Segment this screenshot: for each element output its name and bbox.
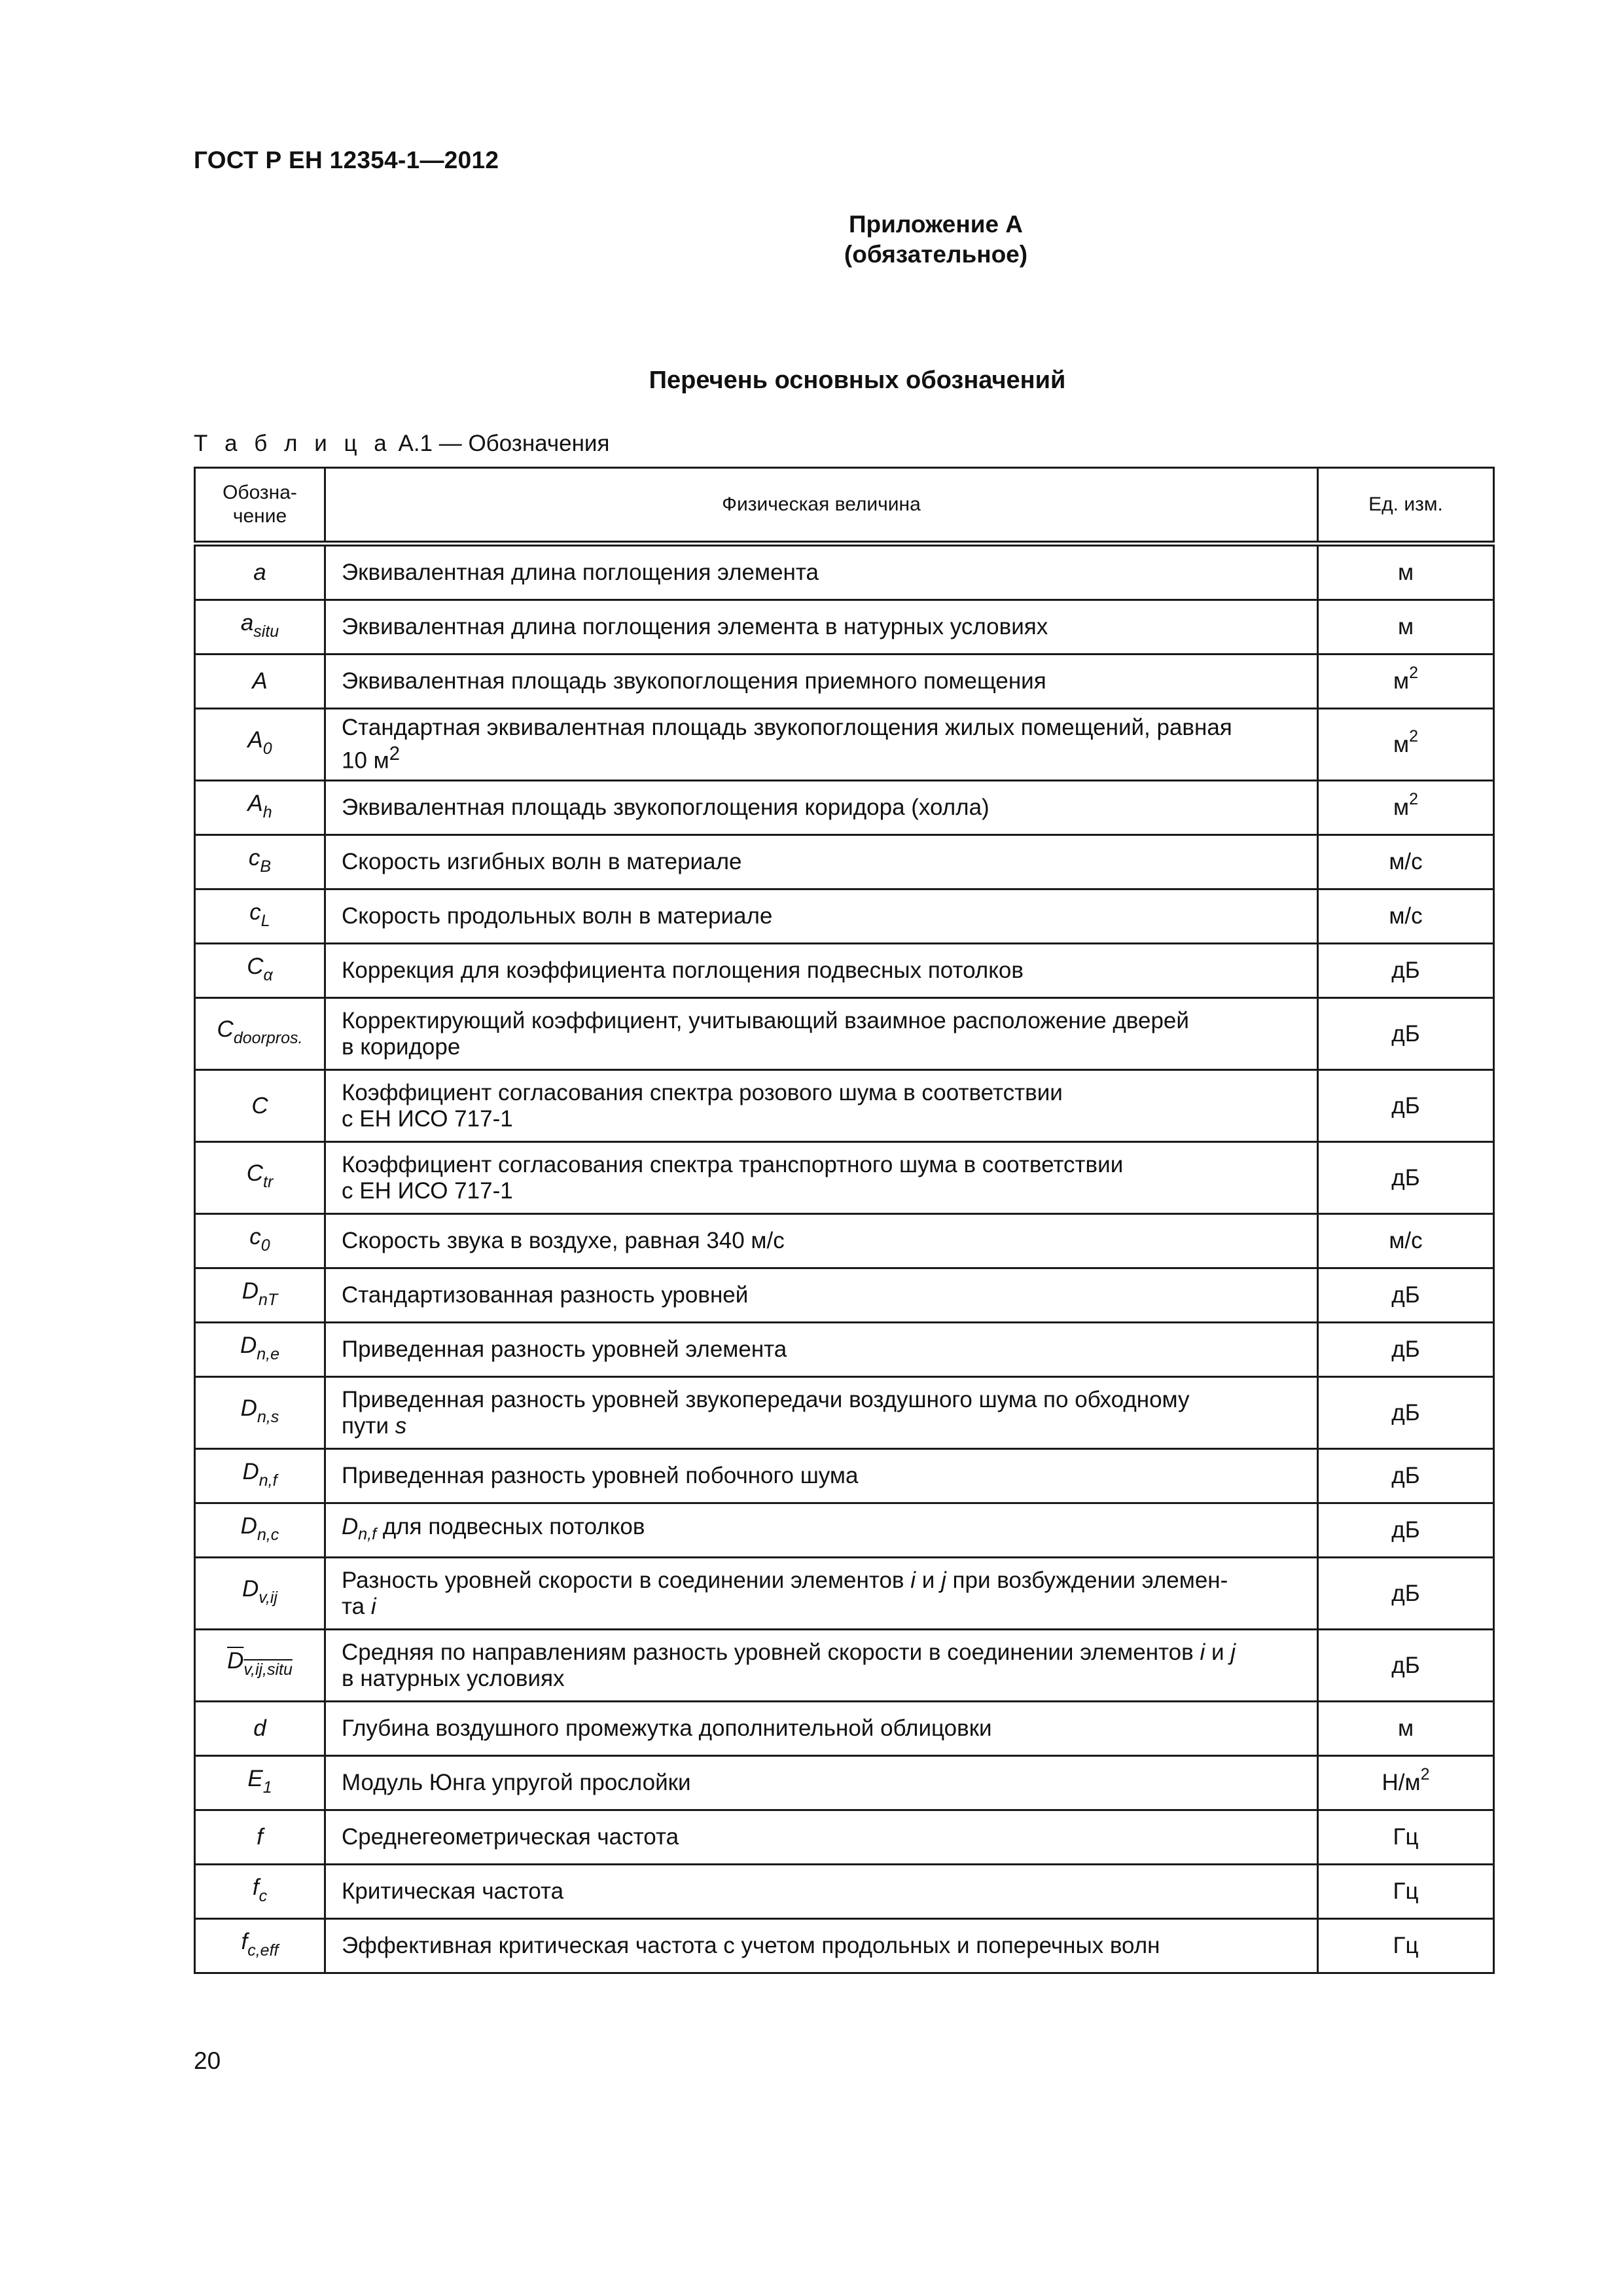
symbol-cell [195,544,325,600]
quantity-cell [325,544,1318,600]
unit-text: дБ [1391,1399,1420,1426]
desc-text: для подвесных потолков [382,1513,645,1539]
symbol-cell [195,1865,325,1919]
overline-mark [227,1648,293,1679]
quantity-cell [325,781,1318,835]
desc-line2: та [342,1593,365,1619]
unit-cell [1318,1919,1494,1973]
table-header-row [195,468,1494,544]
unit-text: м/с [1389,849,1423,874]
quantity-cell [325,1503,1318,1558]
unit-text: м [1393,795,1410,820]
section-title: Перечень основных обозначений [649,367,1066,394]
table-row [195,1558,1494,1630]
symbol-cell [195,835,325,889]
unit-text: дБ [1391,958,1420,983]
desc-text: Скорость изгибных волн в материале [342,849,742,874]
table-row [195,544,1494,600]
desc-text: Эквивалентная площадь звукопоглощения коридора (холла) [342,795,990,820]
table-row [195,1377,1494,1449]
desc-symbol: D [342,1513,359,1539]
desc-text: Эквивалентная длина поглощения элемента в натурных условиях [342,614,1048,639]
quantity-cell [325,1756,1318,1810]
quantity-cell [325,1630,1318,1702]
symbol-cell [195,1070,325,1142]
table-row [195,1070,1494,1142]
quantity-cell [325,1558,1318,1630]
unit-text: дБ [1391,1282,1420,1308]
symbol-subscript: h [262,802,272,821]
desc-line2: 10 м [342,747,389,774]
symbol-cell [195,1142,325,1214]
quantity-cell [325,655,1318,709]
symbol-letter: a [253,560,266,585]
unit-text: дБ [1391,1517,1420,1543]
symbol-letter: E [247,1765,263,1791]
table-row [195,998,1494,1070]
desc-text: Критическая частота [342,1878,564,1904]
symbol-letter: A [247,790,263,816]
symbols-table [194,467,1495,1974]
document-code: ГОСТ Р ЕН 12354-1—2012 [194,147,499,173]
unit-text: м [1397,560,1414,585]
quantity-cell [325,1377,1318,1449]
table-row [195,600,1494,655]
unit-cell [1318,600,1494,655]
quantity-cell [325,1070,1318,1142]
unit-cell [1318,1377,1494,1449]
table-row [195,889,1494,944]
table-caption [194,431,609,457]
desc-text: Скорость звука в воздухе, равная 340 м/с [342,1228,785,1253]
symbol-letter: A [252,668,268,694]
symbol-subscript: tr [263,1173,274,1191]
symbol-cell [195,655,325,709]
symbol-letter: D [242,1576,259,1602]
unit-cell [1318,1756,1494,1810]
desc-italic-symbol: i [370,1593,376,1619]
unit-text: дБ [1391,1652,1420,1678]
desc-part: i [910,1567,916,1593]
quantity-cell [325,1865,1318,1919]
symbol-letter: c [248,844,260,870]
quantity-cell [325,1142,1318,1214]
quantity-cell [325,944,1318,998]
symbol-subscript: L [260,911,270,930]
desc-text: Модуль Юнга упругой прослойки [342,1770,691,1795]
symbol-subscript: n,f [259,1471,277,1490]
unit-cell [1318,1449,1494,1503]
symbol-cell [195,1377,325,1449]
symbol-cell [195,944,325,998]
desc-italic-symbol: s [395,1412,407,1439]
symbol-letter: D [227,1648,244,1674]
symbol-subscript: c,eff [247,1941,279,1960]
desc-part: и [1205,1639,1231,1665]
desc-text: Коэффициент согласования спектра транспортного шума в соответствии [342,1151,1124,1177]
unit-cell [1318,835,1494,889]
symbol-cell [195,1810,325,1865]
symbol-letter: c [249,1223,261,1249]
symbol-letter: f [241,1928,248,1954]
desc-line2: с ЕН ИСО 717-1 [342,1177,513,1204]
table-body [195,544,1494,1973]
unit-text: м [1393,731,1410,757]
unit-cell [1318,1810,1494,1865]
unit-text: Н/м [1382,1770,1421,1795]
unit-text: м/с [1389,1228,1423,1253]
table-row [195,944,1494,998]
symbol-letter: D [240,1332,257,1358]
unit-text: Гц [1393,1933,1419,1958]
appendix-heading [589,209,1283,270]
desc-part: и [916,1567,942,1593]
desc-text: Среднегеометрическая частота [342,1824,679,1850]
unit-text: Гц [1393,1824,1419,1850]
table-row [195,1919,1494,1973]
unit-cell [1318,709,1494,781]
desc-part: j [941,1567,946,1593]
header-quantity: Физическая величина [325,468,1318,544]
unit-cell [1318,1142,1494,1214]
unit-text: м/с [1389,903,1423,929]
table-row [195,1503,1494,1558]
desc-text: Эффективная критическая частота с учетом продольных и поперечных волн [342,1933,1160,1958]
unit-cell [1318,1503,1494,1558]
quantity-cell [325,1919,1318,1973]
unit-superscript: 2 [1420,1765,1430,1784]
header-unit: Ед. изм. [1318,468,1494,544]
symbol-subscript: B [260,857,272,876]
desc-line2: с ЕН ИСО 717-1 [342,1105,513,1132]
table-row [195,1865,1494,1919]
unit-text: дБ [1391,1580,1420,1606]
table-row [195,1756,1494,1810]
desc-part: i [1200,1639,1205,1665]
desc-text: Стандартная эквивалентная площадь звукопоглощения жилых помещений, равная [342,715,1232,741]
quantity-cell [325,998,1318,1070]
table-row [195,835,1494,889]
desc-subscript: n,f [358,1524,377,1543]
symbol-cell [195,709,325,781]
symbol-cell [195,998,325,1070]
quantity-cell [325,889,1318,944]
table-row [195,709,1494,781]
unit-cell [1318,655,1494,709]
desc-text: Глубина воздушного промежутка дополнительной облицовки [342,1715,992,1741]
symbol-letter: f [257,1824,263,1850]
unit-text: дБ [1391,1092,1420,1119]
unit-cell [1318,1630,1494,1702]
unit-cell [1318,781,1494,835]
symbol-cell [195,1756,325,1810]
symbol-subscript: v,ij,situ [243,1660,293,1679]
symbol-cell [195,1214,325,1268]
symbol-subscript: 1 [262,1778,272,1797]
symbol-cell [195,1702,325,1756]
symbol-letter: c [249,899,261,925]
symbol-cell [195,600,325,655]
desc-text: Коэффициент согласования спектра розового шума в соответствии [342,1079,1063,1105]
table-row [195,1449,1494,1503]
unit-text: дБ [1391,1463,1420,1488]
desc-part: при возбуждении элемен- [946,1567,1228,1593]
unit-text: Гц [1393,1878,1419,1904]
symbol-subscript: 0 [262,740,272,758]
symbol-subscript: situ [253,622,279,641]
symbol-subscript: n,s [257,1408,279,1426]
quantity-cell [325,600,1318,655]
table-row [195,1268,1494,1323]
symbol-letter: f [252,1874,259,1900]
unit-cell [1318,998,1494,1070]
symbol-cell [195,1919,325,1973]
quantity-cell [325,1268,1318,1323]
desc-text: Коррекция для коэффициента поглощения подвесных потолков [342,958,1024,983]
unit-text: дБ [1391,1336,1420,1362]
desc-text: Корректирующий коэффициент, учитывающий взаимное расположение дверей [342,1007,1189,1033]
symbol-subscript: v,ij [259,1588,277,1607]
unit-cell [1318,1268,1494,1323]
unit-text: дБ [1391,1020,1420,1047]
desc-part: Разность уровней скорости в соединении элементов [342,1567,911,1593]
header-symbol: Обозна- чение [195,468,325,544]
desc-text: Стандартизованная разность уровней [342,1282,749,1308]
symbol-letter: D [240,1513,257,1539]
symbol-subscript: nT [259,1290,278,1309]
quantity-cell [325,835,1318,889]
unit-cell [1318,889,1494,944]
symbol-subscript: c [259,1886,268,1905]
symbol-cell [195,1449,325,1503]
desc-text: Приведенная разность уровней побочного шума [342,1463,859,1488]
table-row [195,781,1494,835]
table-row [195,655,1494,709]
symbol-cell [195,1268,325,1323]
desc-line2: в коридоре [342,1033,461,1060]
symbol-cell [195,1503,325,1558]
unit-superscript: 2 [1409,664,1418,682]
quantity-cell [325,1449,1318,1503]
table-row [195,1702,1494,1756]
unit-superscript: 2 [1409,726,1418,745]
symbol-letter: D [242,1458,259,1484]
appendix-type: (обязательное) [844,241,1028,268]
unit-text: дБ [1391,1164,1420,1191]
unit-text: м [1397,614,1414,639]
symbol-cell [195,1558,325,1630]
symbol-cell [195,1323,325,1377]
desc-superscript: 2 [389,744,400,765]
unit-superscript: 2 [1409,790,1418,808]
unit-cell [1318,944,1494,998]
desc-text: Эквивалентная площадь звукопоглощения приемного помещения [342,668,1046,694]
symbol-letter: C [246,1160,263,1186]
quantity-cell [325,1702,1318,1756]
unit-cell [1318,1558,1494,1630]
unit-cell [1318,1070,1494,1142]
table-row [195,1810,1494,1865]
symbol-subscript: n,e [257,1344,280,1363]
desc-line2: в натурных условиях [342,1665,565,1691]
desc-text: Приведенная разность уровней звукопередачи воздушного шума по обходному [342,1386,1190,1412]
symbol-letter: C [247,953,264,979]
symbol-letter: a [240,609,254,636]
desc-text: Эквивалентная длина поглощения элемента [342,560,819,585]
page-number: 20 [194,2047,221,2074]
table-caption-text: А.1 — Обозначения [398,431,610,456]
table-row [195,1214,1494,1268]
desc-text: Приведенная разность уровней элемента [342,1336,787,1362]
symbol-subscript: doorpros. [233,1029,303,1047]
unit-text: м [1397,1715,1414,1741]
symbol-letter: D [240,1395,257,1421]
symbol-cell [195,781,325,835]
table-row [195,1142,1494,1214]
unit-cell [1318,1702,1494,1756]
quantity-cell [325,1810,1318,1865]
unit-cell [1318,1323,1494,1377]
symbol-letter: C [217,1016,234,1042]
appendix-title: Приложение А [848,211,1024,238]
symbol-subscript: 0 [260,1236,270,1255]
symbol-letter: D [241,1278,259,1304]
desc-line2: пути [342,1412,389,1439]
symbol-letter: C [251,1092,268,1119]
table-caption-label: Т а б л и ц а [194,431,392,456]
desc-part: Средняя по направлениям разность уровней скорости в соединении элементов [342,1639,1200,1665]
desc-text: Скорость продольных волн в материале [342,903,773,929]
quantity-cell [325,709,1318,781]
symbol-cell [195,889,325,944]
desc-part: j [1230,1639,1236,1665]
unit-cell [1318,1214,1494,1268]
symbol-cell [195,1630,325,1702]
table-row [195,1323,1494,1377]
unit-cell [1318,544,1494,600]
unit-text: м [1393,668,1410,694]
symbol-subscript: α [263,965,273,984]
symbol-subscript: n,c [257,1525,279,1544]
quantity-cell [325,1323,1318,1377]
symbol-letter: d [253,1715,266,1741]
unit-cell [1318,1865,1494,1919]
table-row [195,1630,1494,1702]
quantity-cell [325,1214,1318,1268]
symbol-letter: A [247,727,263,753]
